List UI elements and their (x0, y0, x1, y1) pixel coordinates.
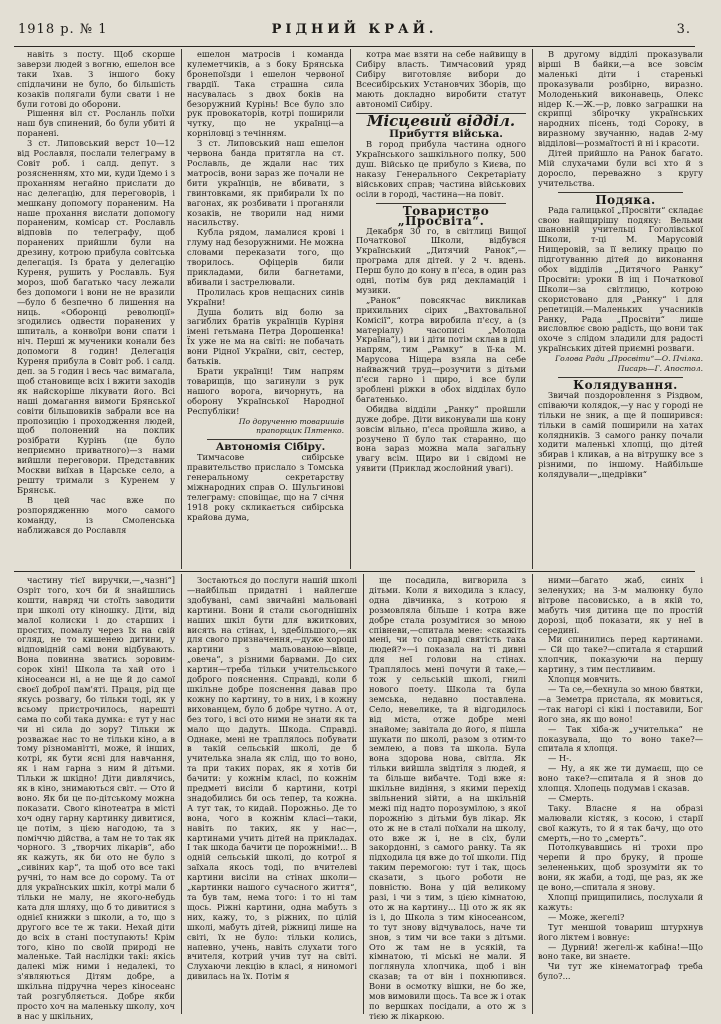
article-heading: Товариство „Просвіта“. (397, 203, 490, 228)
article-paragraph: Пролилась кров нещасних синів України! (187, 286, 344, 307)
article-signature: По дорученню товаришів прапорщик Пятенко. (238, 416, 344, 436)
article-paragraph: Декабря 30 го, в світлиці Вищої Початкової Школи, відбувся Український „Дитячий Ранок“,—програма для дітей. у 2 ч. вдень. Перш було до кону в п'єса, в один раз одні, потім був ряд декламацій і музики. (356, 225, 526, 295)
article-paragraph: В цей час вже по розпорядженню мого самого команду, із Смоленська наближався до Рославля (17, 494, 175, 535)
article-paragraph: Брати українці! Тим напрям товарищів, що загинули з рук нашого ворога, вичорнуть, на оборону Української Народної Республіки! (187, 366, 344, 416)
article-paragraph: ще посадила, вигворила з дітьми. Коли я виходила з класу, одна дівчинка, з котрою я розмовляла більше і котра вже добре стала розумітися зо мною співневи,—спитала мене: «скажіть мені, чи то справді святість така людей?»—і показала на ті дивні для неї голови на стінах. Траплялось мені почути й таке,—тож у сельській школі, гнилі нового поету. Школа та була земська, недавно поставлена. Село, невелике, та й відгодилось від міста, отже добре мені знайоме; завітала до його, я пішла шукати по школі, разом з отим-то землею, а повз та школа. Була вона здорова нова, світла. Як тільки вийшла звідтіля з людей, я та більше вибачте. Тоді вже я: шкільне видіння, з якими перехід звільнений зійти, а на шкільній межі під надто порозумілою, з якої порожнію з дітьми був лікар. Як ото ж не в сталі поїхали на школу, ото вже ж і, не в сіх, були закордонні, з самого ранку. Та як підходила ця вже до тої школи. Під таким перемогою: тут і так, щось сказати, з цього роботи не повністю. Вона у цій великому разі, і чи з тим, з цією кімнатою, ото ж на картину... Ці ото ж як як із і, до Школа з тим кіносеансом, то тут знову відчувалось, наче ти знов, з тим чи все таки з дітьми. Ото ж там не в усякій, та кімнатою, ті міські не мали. Я поглянула хлопчика, щоб і він сказав; та от він і похнюпився. Вони в осмотку вішки, не бо же, мов вимовили щось. Та все ж і отак по вершках посідали, а ото ж з тією ж лікаркою. (369, 575, 526, 1021)
article-paragraph: навіть з посту. Щоб скорше заверзи людей з вогню, ешелон все таки їхав. З іншого боку спідлачини не було, бо більшість козаків полягали були свати і не були готові до оборони. (17, 49, 175, 109)
section-title-local: Місцевий відділ. (356, 113, 526, 127)
article-paragraph: Душа болить від болю за загиблих братів українців Куріня імені гетьмана Петра Дорошенка! Їх уже не ма на світі: не побачать вони Рідної України, світ, сестер, батьків. (187, 306, 344, 367)
article-heading: Автономія Сібіру. (215, 441, 326, 454)
article-paragraph: котра має взяти на себе найвищу в Сибіру власть. Тимчасовий уряд Сибіру виготовляє вибори до Всесибірських Установчих Зборів, що мають докладно виробити статут автономії Сибіру. (356, 49, 526, 109)
header-rule (14, 46, 695, 47)
article-heading: Прибуття війська. (389, 128, 503, 141)
bottom-column-1 (17, 575, 175, 1021)
article-heading: Подяка. (595, 192, 656, 207)
article-paragraph: В другому відділі проказували вірші В байки,—а все зовсім маленькі діти і старенькі проказували розбірно, виразно. Молоденький виконавець, Олекс нідер К.—Ж.—р, ловко заграшки на скрипці збірочку українських народних пісень, тоді Сороку, в виразному звучанню, надав 2-му відділові—розмаїтості й ні і красоти. (538, 49, 703, 149)
article-signature: Голова Ради „Просвіти“—О. Пчілка. (555, 354, 703, 364)
article-paragraph: ними—багато жаб, синіх і зеленухих; на З-м малюнку було вітрове пасовисько, а в якій то, мабуть чия дитина ще по простій дорозі, щоб показати, як у неї в середині. (538, 575, 703, 635)
column-divider (363, 574, 364, 1014)
article-paragraph: Звичай поздоровлення з Різдвом, співаючи колядок,—у нас у городі не тільки не зник, а ще й поширився: тільки в самій поширили на хатах колядників. З самого ранку почали ходити маленькі хлопці, що дітей збирав і кликав, а на вітрушку все з різними, по іншому. Найбільше колядували—„щедрівки“ (538, 389, 703, 480)
article-paragraph: Хлопця мовчить. (548, 674, 622, 685)
article-paragraph: — Та се,—бехнула зо мною бвятки,—а Земетра пристала, як мовиться,—так нагорі сі кікі і поставили, Бог його зна, як що воно! (538, 683, 703, 724)
article-paragraph: — Дурний! жегелі-ж кабіна!—Що воно таке, ви знаєте. (538, 941, 703, 962)
article-paragraph: — Смерть. (548, 792, 594, 803)
top-column-1 (17, 50, 175, 568)
article-paragraph: Тут меншой товариш штурхнув його ліктем і вовнує: (538, 921, 703, 942)
column-divider (532, 574, 533, 1014)
article-paragraph: ешелон матросів і команда кулеметчиків, а з боку Брянська бронепоїзди і ешелон червоної гвардії. Така страшна сила насувалась з двох боків на безоружний Курінь! Все було зло рук провокаторів, котрі поширили чутку, що не українці—а корніловці з течінням. (187, 49, 344, 139)
article-paragraph: З ст. Липовський наш ешелон червона банда притягла на ст. Рославль, де ждали нас тих матросів, вони зараз же почали не бити українців, не вбивати, з гвинтовками, як прибирали їх по вагонах, як розбивати і проганяли козаків, не творили над ними насильству. (187, 138, 344, 228)
article-paragraph: Дітей прийшло на Ранок багато. Мій слухачами були всі хто й з доросло, переважно з кругу учительства. (538, 148, 703, 188)
column-divider (350, 49, 351, 569)
article-paragraph: Кубла рядом, ламалися крові і глуму над безоружними. Не можна словами переказати того, що творилось. Офіцерів били прикладами, били багнетами, вбивали і застрелювали. (187, 227, 344, 287)
top-column-3 (356, 50, 526, 568)
bottom-column-2 (187, 576, 357, 1014)
page-header (18, 22, 691, 44)
article-paragraph: Рішення віл ст. Росланль поїхи наш був спинений, бо були убиті й поранені. (17, 108, 175, 139)
article-paragraph: Тимчасове сибірське правительство прислало з Томська генеральному секретарству міжнародних справ О. Шульгинові телеграму: сповіщає, що на 7 січня 1918 року скликається сибірська крайова дума, (187, 452, 344, 522)
section-rule (207, 439, 324, 440)
article-paragraph: „Ранок“ повсякчас викликав прихильних сірих „Вахтовальної Комісії“, котра виробила п'єсу, а (з матеріалу) часописі „Молода Україна“), і ви і діти потім склав в ділі напрям, тим „Рамку“ в її-ка М. Марусова Ніщера взяла на себе найважчий труд—розучити з дітьми п'єси гарно і щиро, і все були зроблені ріжки в обох відділах було багатенько. (356, 294, 526, 404)
article-paragraph: — Н-. (548, 753, 572, 764)
column-divider (532, 49, 533, 569)
article-paragraph: 3 ст. Липовський верст 10—12 від Рославля, послали телеграму в Совіт роб. і салд. депут. з розясненням, хто ми, куди їдемо і з проханням негайно прислати до нас делегацію, для переговорів, і мешкану допомогу пораненим. На наше прохання вислати допомогу пораненим, комісар ст. Рославль відповів по телеграфу, щоб поранених прийшли були на дрезину, котрою прибула совітська делегація. Із брата у делегацію Куреня, рушить у Рославль. Буя мороз, шоб багатько часу лежали без допомоги і вони не не вразили—було б безпечно б лишення на ниць. «Оборонці революції» згодились одвести поранених у шпиталь, а конвоїри вони спати і ніч. Перші ж мученики конали без допомоги 8 годин! Делегація Куреня прибула в Совіт роб. і салд. деп. за 5 годин і весь час вимагала, щоб становище всіх і вжити заходів як найскоріше лікувати його. Всі наші домагання вимоги Брянської совіти більшовиків забрали все на пропозицію і проходження людей, щоб полонений на поклик розібрати Курінь (це було неприємно приватного)—з нами вийшли переговори. Представник Москви виїхав в Царське село, а решту тримали з Куренем у Брянськ. (17, 138, 175, 495)
article-paragraph: Чи тут же кінематограф треба було?... (538, 961, 703, 982)
article-signature: Писарь—Г. Апостол. (617, 364, 703, 374)
article-paragraph: Обидва відділи „Ранку“ пройшли дуже добре. Діти виконували ша кону зовсім вільно, п'єса пройшла живо, а розучено її було так старанно, що вона зараз можна мала загальну увагу всім. Щиро ви і свідомі не уявити (Приклад жослойний увагі). (356, 403, 526, 474)
article-paragraph: Зостаються до послуги нашій школі—найбільш придатні і найлегше здобувані, самі звичайні мальовані картини. Вони й стали сьогоднішніх наших шкіл бути для вжиткових, висять на стінах, і, здебільшого,—як для свого призначення,—дуже хороші картини з мальованою—вівце, „овеча“, з різними барвами. До сих картин—треба тільки учительського доброго пояснення. Справді, коли б шкільне добре пояснення давав про кожну по картину, то в них, і в кожну вихованцем, було б добре чутно. А от, без того, і всі ото ними не знати як та мало що дадуть. Шкода. Справді. Однаке, мені не траплялось побувати в такій сельській школі, де б учителька знала як слід, що то воно, та при таких порах, як я хотів би бачити: у кожнім класі, по кожнім предметі висіли б картини, котрі знадобились би ось тепер, та кожна. А тут так, то кидай. Порожньо. Де то вона, чого в кожнім класі—таки, навіть по таких, як у нас—, картинами учить дітей на прикладах. І так шкода бачити це порожніми!... В одній сельській школі, до котрої я заїхала якось тоді, по вчителеві картини висіли на стінах школи—„картинки нашого сучасного життя“, та був там, нема того: і то ні там щось. Ріжні картини, одна мабуть з них, кажу, то, з ріжних, по цілій школі, мабуть дітей, ріжниці лише на світі, їх не було: тільки колись, напевно, учень, навіть слухати того вчителя, котрий учив тут на світі. Слухаючи лекцію в класі, я ниномогі дивилась на їх. Потім я (187, 575, 357, 982)
column-divider (181, 49, 182, 569)
article-paragraph: Ми спинились перед картинами. — Сй що таке?—спитала я старший хлопчик, показуючи на першу картину, з тим пестливим. (538, 634, 703, 675)
column-divider (181, 574, 182, 1014)
top-column-2 (187, 50, 344, 568)
horizontal-divider (14, 571, 695, 572)
newspaper-title: РІДНИЙ КРАЙ. (271, 22, 438, 37)
article-paragraph: Таку. Власне я на образі малювали кістяк, з косою, і старії свої кажуть, то й я так бачу, що ото смерть,—но то „смерть“. (538, 802, 703, 843)
article-paragraph: частину тієї виручки,—„чазні“] Озріт того, хоч би й знайшлись кошти, навряд чи стоїть заводити при школі оту кіношку. Діти, від малої колиски і до старших і простих, помалу через їх на свій огляд, не то кишенею дитини, у відповідній самі вони відбувають. Вона повинна зватись зоровим-сорок хіні! Школа та хай ото і кіносеанси ні, а не ще й до самої своєї доброї пам'яті. Праця, рід ще якусь розвагу, бо тільки тоді, як у всьому пристрочилось, нарешті сама по собі така думка: є тут у нас чи ні сила до зору? Тільки ж розважає нас то не тільки кіно, а в тому різноманітті, може, й інших, котрі, як бути ясні для навчання, як і нам гарна з ним й дітьми. Тільки ж шкідно! Діти дивлячись, як в кіно, знимаються світ. — Ото й воно. Як би це по-дітському можна показати. Свого кінотеатра в місті хоч одну гарну картинку дивитися, це потім, з цією нагодою, та з поміччю дійства, а там не то так як чорного. З „творчих лікарів“, або як кажуть, як би ото не було з „сивіних кар“, та щоб ото все такі ручні, то нам все до сорому. Та от для українських шкіл, котрі мали б тільки не малу, не якого-небудь ката для шляху, що б то дивитися з однієї книжки з школи, а то, що з другого все те ж таки. Нехай діти до всіх в стані поступають! Крім того, кіно по своїй природі не маленьке. Тай наслідки такі: якісь далекі між ними і недалекі, то з'являються Дітям добре, а шкільна підручна через кіносеанс тай розгубляється. Добре якби просто хоч на маленьку школу, хоч в нас у шкільних, (17, 575, 175, 1021)
article-paragraph: — Так хіба-ж „учителька“ не показувала, що то воно таке?—спитала я хлопця. (538, 723, 703, 754)
article-paragraph: Рада галицької „Просвіти“ складає свою найщирішу подяку: Вельми шановній учительці Гоголівської Школи, т-ці М. Марусовій Нищеровій, за її велику працю по підготуванню дітей до виконання обох відділів „Дитячого Ранку“ Просвіти: уроки В іщ і Початкової Школи—за світлицю, котрою скористовано для „Ранку“ і для репетицій.—Маленьких учасників Ранку, Рада „Просвіти“ лише висловлює свою радість, що вони так охоче з слідом зладили для радості українських дітей приємні розваги. (538, 204, 703, 354)
article-heading: Колядування. (573, 378, 678, 392)
issue-date: 1918 р. № 1 (18, 22, 108, 37)
page-number: 3. (676, 22, 691, 37)
bottom-column-4 (538, 576, 703, 1014)
article-paragraph: Хлопці прищипились, послухали й кажуть: (538, 892, 703, 912)
article-paragraph: Потолкувавшись ні трохи про черепи й про бруку, й проше зелененьких, щоб зрозуміти як то вони, як жаби, а тоді, ще раз, як же це воно,—спитала я знову. (538, 842, 703, 893)
article-paragraph: В город прибула частина одного Українського зашкільного полку, 500 душ. Військо це прибуло з Києва, по наказу Генерального Секретаріату військових справ; частина військових осіли в городі, частина—на повіт. (356, 139, 526, 199)
article-paragraph: — Ну, а як же ти думаєш, що се воно таке?—спитала я й знов до хлопця. Хлопець подумав і сказав. (538, 763, 703, 794)
bottom-column-3 (369, 575, 526, 1021)
top-column-4 (538, 50, 703, 568)
article-paragraph: — Може, жегелі? (548, 911, 625, 922)
